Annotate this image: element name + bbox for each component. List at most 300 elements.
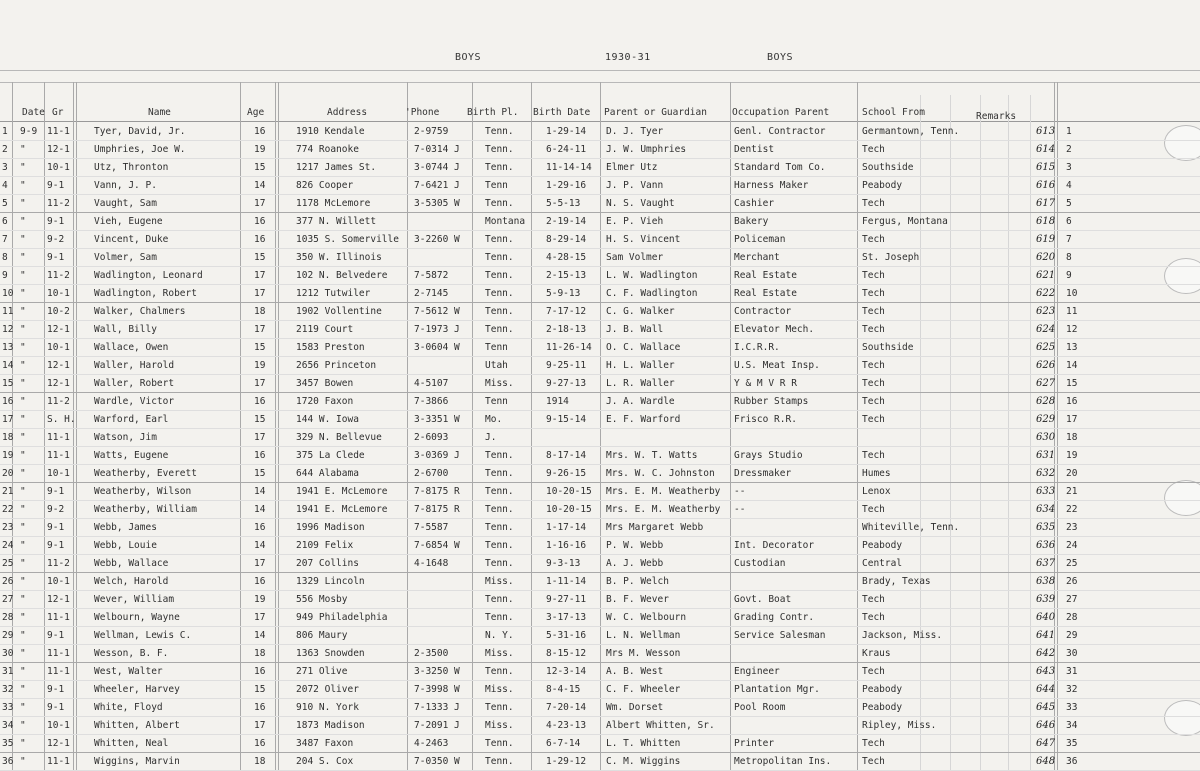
row-number: 31 bbox=[2, 666, 14, 677]
remark-number: 627 bbox=[1036, 378, 1056, 389]
age: 17 bbox=[254, 198, 266, 209]
student-name: Webb, James bbox=[94, 522, 157, 533]
parent-occupation: Dressmaker bbox=[734, 468, 792, 479]
student-name: Wadlington, Leonard bbox=[94, 270, 203, 281]
parent-name: C. M. Wiggins bbox=[606, 756, 681, 767]
remark-number: 625 bbox=[1036, 342, 1056, 353]
phone: 2-6700 bbox=[414, 468, 449, 479]
student-name: Weatherby, Wilson bbox=[94, 486, 192, 497]
row-number-right: 10 bbox=[1066, 288, 1078, 299]
phone: 7-3998 W bbox=[414, 684, 460, 695]
age: 15 bbox=[254, 468, 266, 479]
remark-number: 621 bbox=[1036, 270, 1056, 281]
grade: 10-1 bbox=[47, 468, 70, 479]
row-number-right: 14 bbox=[1066, 360, 1078, 371]
student-name: Wheeler, Harvey bbox=[94, 684, 180, 695]
parent-name: J. B. Wall bbox=[606, 324, 664, 335]
parent-occupation: Plantation Mgr. bbox=[734, 684, 820, 695]
student-name: Volmer, Sam bbox=[94, 252, 157, 263]
parent-occupation: U.S. Meat Insp. bbox=[734, 360, 820, 371]
row-number: 6 bbox=[2, 216, 8, 227]
grade: 11-1 bbox=[47, 126, 70, 137]
row-number-right: 6 bbox=[1066, 216, 1072, 227]
birth-date: 1-29-14 bbox=[546, 126, 587, 137]
row-number: 19 bbox=[2, 450, 14, 461]
enroll-date: " bbox=[20, 252, 26, 263]
address: 949 Philadelphia bbox=[296, 612, 388, 623]
birth-date: 1-11-14 bbox=[546, 576, 587, 587]
parent-name: Mrs M. Wesson bbox=[606, 648, 681, 659]
title-right: BOYS bbox=[767, 52, 794, 63]
age: 15 bbox=[254, 342, 266, 353]
row-number: 33 bbox=[2, 702, 14, 713]
row-number-right: 16 bbox=[1066, 396, 1078, 407]
remark-number: 618 bbox=[1036, 216, 1056, 227]
phone: 2-9759 bbox=[414, 126, 449, 137]
student-name: Watson, Jim bbox=[94, 432, 157, 443]
row-number-right: 27 bbox=[1066, 594, 1078, 605]
row-number: 2 bbox=[2, 144, 8, 155]
address: 375 La Clede bbox=[296, 450, 365, 461]
grade: 9-1 bbox=[47, 702, 65, 713]
remark-number: 643 bbox=[1036, 666, 1056, 677]
parent-name: J. W. Umphries bbox=[606, 144, 687, 155]
address: 1217 James St. bbox=[296, 162, 377, 173]
birth-place: Tenn bbox=[485, 396, 508, 407]
birth-place: Tenn. bbox=[485, 450, 514, 461]
row-number: 17 bbox=[2, 414, 14, 425]
birth-date: 1-29-16 bbox=[546, 180, 587, 191]
header-date: Date bbox=[22, 107, 45, 118]
student-name: Welch, Harold bbox=[94, 576, 169, 587]
grade: 10-1 bbox=[47, 288, 70, 299]
table-row bbox=[0, 320, 1200, 339]
row-number-right: 2 bbox=[1066, 144, 1072, 155]
parent-occupation: I.C.R.R. bbox=[734, 342, 780, 353]
enroll-date: " bbox=[20, 198, 26, 209]
enroll-date: " bbox=[20, 342, 26, 353]
parent-occupation: Real Estate bbox=[734, 270, 797, 281]
student-name: Wadlington, Robert bbox=[94, 288, 197, 299]
parent-occupation: -- bbox=[734, 486, 746, 497]
age: 17 bbox=[254, 288, 266, 299]
birth-date: 5-5-13 bbox=[546, 198, 581, 209]
row-number-right: 1 bbox=[1066, 126, 1072, 137]
phone: 7-5612 W bbox=[414, 306, 460, 317]
parent-name: Wm. Dorset bbox=[606, 702, 664, 713]
enroll-date: " bbox=[20, 756, 26, 767]
phone: 7-0350 W bbox=[414, 756, 460, 767]
grade: 9-1 bbox=[47, 252, 65, 263]
address: 204 S. Cox bbox=[296, 756, 354, 767]
row-number-right: 30 bbox=[1066, 648, 1078, 659]
birth-place: Tenn. bbox=[485, 324, 514, 335]
address: 3457 Bowen bbox=[296, 378, 354, 389]
phone: 7-2091 J bbox=[414, 720, 460, 731]
table-row bbox=[0, 356, 1200, 375]
school-from: Tech bbox=[862, 450, 885, 461]
address: 207 Collins bbox=[296, 558, 359, 569]
birth-date: 1914 bbox=[546, 396, 569, 407]
row-number: 22 bbox=[2, 504, 14, 515]
row-number-right: 19 bbox=[1066, 450, 1078, 461]
grade: S. H. bbox=[47, 414, 76, 425]
student-name: Wallace, Owen bbox=[94, 342, 169, 353]
parent-name: Mrs. W. T. Watts bbox=[606, 450, 698, 461]
age: 16 bbox=[254, 666, 266, 677]
birth-place: Tenn. bbox=[485, 738, 514, 749]
age: 17 bbox=[254, 720, 266, 731]
enroll-date: " bbox=[20, 414, 26, 425]
row-number-right: 17 bbox=[1066, 414, 1078, 425]
address: 1941 E. McLemore bbox=[296, 486, 388, 497]
parent-occupation: -- bbox=[734, 504, 746, 515]
school-from: Germantown, Tenn. bbox=[862, 126, 960, 137]
phone: 7-5587 bbox=[414, 522, 449, 533]
school-from: Southside bbox=[862, 162, 914, 173]
remark-number: 624 bbox=[1036, 324, 1056, 335]
row-number-right: 11 bbox=[1066, 306, 1078, 317]
age: 16 bbox=[254, 702, 266, 713]
remark-number: 637 bbox=[1036, 558, 1056, 569]
school-from: Tech bbox=[862, 270, 885, 281]
student-name: Webb, Wallace bbox=[94, 558, 169, 569]
birth-date: 2-18-13 bbox=[546, 324, 587, 335]
remark-number: 613 bbox=[1036, 126, 1056, 137]
grade: 10-2 bbox=[47, 306, 70, 317]
enroll-date: " bbox=[20, 180, 26, 191]
birth-place: Tenn. bbox=[485, 234, 514, 245]
age: 19 bbox=[254, 360, 266, 371]
school-from: Tech bbox=[862, 288, 885, 299]
parent-occupation: Govt. Boat bbox=[734, 594, 792, 605]
school-from: Tech bbox=[862, 666, 885, 677]
grade: 12-1 bbox=[47, 378, 70, 389]
row-number-right: 31 bbox=[1066, 666, 1078, 677]
table-row bbox=[0, 734, 1200, 753]
age: 14 bbox=[254, 504, 266, 515]
enroll-date: " bbox=[20, 486, 26, 497]
birth-place: Tenn. bbox=[485, 306, 514, 317]
row-number-right: 23 bbox=[1066, 522, 1078, 533]
header-parent: Parent or Guardian bbox=[604, 107, 707, 118]
school-from: Tech bbox=[862, 396, 885, 407]
remark-number: 646 bbox=[1036, 720, 1056, 731]
row-number: 13 bbox=[2, 342, 14, 353]
grade: 11-1 bbox=[47, 450, 70, 461]
school-from: Peabody bbox=[862, 702, 903, 713]
enroll-date: " bbox=[20, 576, 26, 587]
row-number-right: 12 bbox=[1066, 324, 1078, 335]
enroll-date: " bbox=[20, 324, 26, 335]
grade: 9-1 bbox=[47, 216, 65, 227]
address: 826 Cooper bbox=[296, 180, 354, 191]
birth-date: 2-19-14 bbox=[546, 216, 587, 227]
address: 102 N. Belvedere bbox=[296, 270, 388, 281]
age: 17 bbox=[254, 270, 266, 281]
row-number-right: 4 bbox=[1066, 180, 1072, 191]
birth-date: 5-9-13 bbox=[546, 288, 581, 299]
birth-place: Tenn. bbox=[485, 486, 514, 497]
age: 16 bbox=[254, 234, 266, 245]
parent-name: Albert Whitten, Sr. bbox=[606, 720, 715, 731]
parent-occupation: Dentist bbox=[734, 144, 775, 155]
grade: 9-1 bbox=[47, 486, 65, 497]
address: 1212 Tutwiler bbox=[296, 288, 371, 299]
birth-date: 11-14-14 bbox=[546, 162, 592, 173]
birth-place: Tenn. bbox=[485, 612, 514, 623]
school-from: Tech bbox=[862, 738, 885, 749]
enroll-date: " bbox=[20, 540, 26, 551]
school-from: Tech bbox=[862, 144, 885, 155]
header-age: Age bbox=[247, 107, 265, 118]
row-number: 29 bbox=[2, 630, 14, 641]
enroll-date: " bbox=[20, 396, 26, 407]
table-row bbox=[0, 482, 1200, 501]
student-name: Weatherby, William bbox=[94, 504, 197, 515]
birth-date: 1-29-12 bbox=[546, 756, 587, 767]
student-name: Vincent, Duke bbox=[94, 234, 169, 245]
birth-date: 11-26-14 bbox=[546, 342, 592, 353]
phone: 3-3250 W bbox=[414, 666, 460, 677]
birth-place: Tenn. bbox=[485, 288, 514, 299]
remark-number: 615 bbox=[1036, 162, 1056, 173]
table-row bbox=[0, 572, 1200, 591]
parent-name: D. J. Tyer bbox=[606, 126, 664, 137]
address: 329 N. Bellevue bbox=[296, 432, 382, 443]
title-left: BOYS bbox=[455, 52, 482, 63]
row-number: 4 bbox=[2, 180, 8, 191]
parent-name: B. P. Welch bbox=[606, 576, 669, 587]
school-from: St. Joseph bbox=[862, 252, 920, 263]
age: 16 bbox=[254, 396, 266, 407]
school-from: Tech bbox=[862, 414, 885, 425]
parent-name: Mrs. E. M. Weatherby bbox=[606, 486, 721, 497]
school-from: Tech bbox=[862, 360, 885, 371]
phone: 7-6421 J bbox=[414, 180, 460, 191]
parent-name: P. W. Webb bbox=[606, 540, 664, 551]
row-number: 5 bbox=[2, 198, 8, 209]
parent-occupation: Grays Studio bbox=[734, 450, 803, 461]
student-name: Wellman, Lewis C. bbox=[94, 630, 192, 641]
row-number-right: 3 bbox=[1066, 162, 1072, 173]
birth-place: Tenn. bbox=[485, 252, 514, 263]
birth-place: N. Y. bbox=[485, 630, 514, 641]
enroll-date: " bbox=[20, 648, 26, 659]
row-number: 26 bbox=[2, 576, 14, 587]
parent-name: H. S. Vincent bbox=[606, 234, 681, 245]
school-from: Tech bbox=[862, 756, 885, 767]
row-number-right: 9 bbox=[1066, 270, 1072, 281]
rule-top bbox=[0, 70, 1200, 71]
grade: 11-1 bbox=[47, 432, 70, 443]
table-row bbox=[0, 446, 1200, 465]
parent-occupation: Int. Decorator bbox=[734, 540, 815, 551]
table-row bbox=[0, 392, 1200, 411]
row-number: 12 bbox=[2, 324, 14, 335]
header-gr: Gr bbox=[52, 107, 64, 118]
address: 2072 Oliver bbox=[296, 684, 359, 695]
table-row bbox=[0, 176, 1200, 195]
enroll-date: " bbox=[20, 432, 26, 443]
row-number-right: 18 bbox=[1066, 432, 1078, 443]
phone: 4-1648 bbox=[414, 558, 449, 569]
address: 1035 S. Somerville bbox=[296, 234, 399, 245]
age: 16 bbox=[254, 576, 266, 587]
grade: 11-1 bbox=[47, 612, 70, 623]
table-row bbox=[0, 662, 1200, 681]
address: 2656 Princeton bbox=[296, 360, 377, 371]
remark-number: 638 bbox=[1036, 576, 1056, 587]
enroll-date: " bbox=[20, 162, 26, 173]
address: 910 N. York bbox=[296, 702, 359, 713]
school-from: Tech bbox=[862, 324, 885, 335]
table-row bbox=[0, 716, 1200, 735]
phone: 3-2260 W bbox=[414, 234, 460, 245]
birth-place: Miss. bbox=[485, 648, 514, 659]
grade: 12-1 bbox=[47, 324, 70, 335]
birth-place: Tenn. bbox=[485, 198, 514, 209]
school-from: Southside bbox=[862, 342, 914, 353]
row-number: 1 bbox=[2, 126, 8, 137]
enroll-date: " bbox=[20, 558, 26, 569]
remark-number: 636 bbox=[1036, 540, 1056, 551]
phone: 7-8175 R bbox=[414, 486, 460, 497]
birth-date: 10-20-15 bbox=[546, 486, 592, 497]
table-row bbox=[0, 140, 1200, 159]
table-row bbox=[0, 284, 1200, 303]
remark-number: 635 bbox=[1036, 522, 1056, 533]
parent-occupation: Standard Tom Co. bbox=[734, 162, 826, 173]
address: 1363 Snowden bbox=[296, 648, 365, 659]
student-name: Umphries, Joe W. bbox=[94, 144, 186, 155]
row-number: 7 bbox=[2, 234, 8, 245]
phone: 3-0744 J bbox=[414, 162, 460, 173]
row-number-right: 5 bbox=[1066, 198, 1072, 209]
birth-date: 1-17-14 bbox=[546, 522, 587, 533]
parent-name: O. C. Wallace bbox=[606, 342, 681, 353]
school-from: Jackson, Miss. bbox=[862, 630, 943, 641]
column-headers bbox=[0, 107, 1200, 121]
parent-name: Mrs. E. M. Weatherby bbox=[606, 504, 721, 515]
student-name: White, Floyd bbox=[94, 702, 163, 713]
phone: 7-3866 bbox=[414, 396, 449, 407]
table-row bbox=[0, 500, 1200, 519]
header-school: School From bbox=[862, 107, 925, 118]
birth-place: Miss. bbox=[485, 684, 514, 695]
enroll-date: " bbox=[20, 522, 26, 533]
remark-number: 629 bbox=[1036, 414, 1056, 425]
enroll-date: " bbox=[20, 144, 26, 155]
remark-number: 633 bbox=[1036, 486, 1056, 497]
parent-occupation: Bakery bbox=[734, 216, 769, 227]
school-from: Tech bbox=[862, 306, 885, 317]
address: 1902 Vollentine bbox=[296, 306, 382, 317]
student-name: Vaught, Sam bbox=[94, 198, 157, 209]
birth-date: 4-28-15 bbox=[546, 252, 587, 263]
table-row bbox=[0, 752, 1200, 771]
enroll-date: " bbox=[20, 360, 26, 371]
remark-number: 640 bbox=[1036, 612, 1056, 623]
table-row bbox=[0, 266, 1200, 285]
address: 1583 Preston bbox=[296, 342, 365, 353]
row-number: 3 bbox=[2, 162, 8, 173]
parent-name: W. C. Welbourn bbox=[606, 612, 687, 623]
birth-place: Tenn. bbox=[485, 468, 514, 479]
row-number-right: 29 bbox=[1066, 630, 1078, 641]
age: 15 bbox=[254, 414, 266, 425]
grade: 12-1 bbox=[47, 360, 70, 371]
remark-number: 622 bbox=[1036, 288, 1056, 299]
address: 350 W. Illinois bbox=[296, 252, 382, 263]
title-center: 1930-31 bbox=[605, 52, 651, 63]
age: 16 bbox=[254, 126, 266, 137]
birth-date: 9-15-14 bbox=[546, 414, 587, 425]
age: 18 bbox=[254, 306, 266, 317]
remark-number: 630 bbox=[1036, 432, 1056, 443]
header-remarks: Remarks bbox=[976, 111, 1017, 122]
school-from: Tech bbox=[862, 198, 885, 209]
student-name: Vieh, Eugene bbox=[94, 216, 163, 227]
remark-number: 639 bbox=[1036, 594, 1056, 605]
header-phone: 'Phone bbox=[405, 107, 440, 118]
birth-date: 6-24-11 bbox=[546, 144, 587, 155]
parent-occupation: Engineer bbox=[734, 666, 780, 677]
age: 16 bbox=[254, 216, 266, 227]
birth-place: Tenn. bbox=[485, 144, 514, 155]
row-number-right: 22 bbox=[1066, 504, 1078, 515]
table-row bbox=[0, 428, 1200, 447]
birth-place: Tenn bbox=[485, 180, 508, 191]
student-name: Wall, Billy bbox=[94, 324, 157, 335]
header-occupation: Occupation Parent bbox=[732, 107, 830, 118]
age: 19 bbox=[254, 594, 266, 605]
student-name: Warford, Earl bbox=[94, 414, 169, 425]
birth-date: 3-17-13 bbox=[546, 612, 587, 623]
parent-name: A. B. West bbox=[606, 666, 664, 677]
parent-occupation: Harness Maker bbox=[734, 180, 809, 191]
parent-name: J. A. Wardle bbox=[606, 396, 675, 407]
phone: 2-6093 bbox=[414, 432, 449, 443]
row-number: 11 bbox=[2, 306, 14, 317]
school-from: Central bbox=[862, 558, 903, 569]
enroll-date: " bbox=[20, 720, 26, 731]
enroll-date: " bbox=[20, 702, 26, 713]
birth-place: Montana bbox=[485, 216, 526, 227]
parent-name: H. L. Waller bbox=[606, 360, 675, 371]
row-number-right: 21 bbox=[1066, 486, 1078, 497]
row-number: 23 bbox=[2, 522, 14, 533]
row-number: 28 bbox=[2, 612, 14, 623]
row-number-right: 33 bbox=[1066, 702, 1078, 713]
enroll-date: " bbox=[20, 216, 26, 227]
phone: 2-7145 bbox=[414, 288, 449, 299]
school-from: Kraus bbox=[862, 648, 891, 659]
birth-place: Mo. bbox=[485, 414, 503, 425]
address: 806 Maury bbox=[296, 630, 348, 641]
birth-date: 8-15-12 bbox=[546, 648, 587, 659]
parent-occupation: Pool Room bbox=[734, 702, 786, 713]
age: 14 bbox=[254, 540, 266, 551]
age: 17 bbox=[254, 432, 266, 443]
age: 17 bbox=[254, 558, 266, 569]
parent-name: L. N. Wellman bbox=[606, 630, 681, 641]
age: 16 bbox=[254, 522, 266, 533]
parent-name: C. F. Wheeler bbox=[606, 684, 681, 695]
birth-place: Tenn. bbox=[485, 666, 514, 677]
birth-place: Tenn. bbox=[485, 504, 514, 515]
enroll-date: 9-9 bbox=[20, 126, 38, 137]
